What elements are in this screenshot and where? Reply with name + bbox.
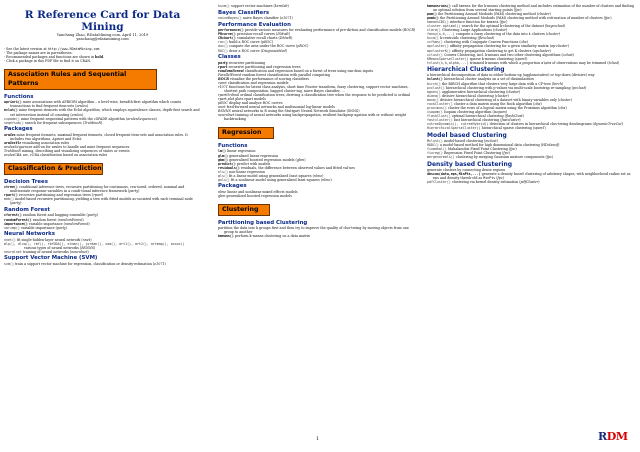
entry: birch() the BIRCH algorithm that clusters very large data with a CF-tree (birch) [427,81,564,86]
entry: pam() the Partitioning Around Medoids (PAM) clustering method (cluster) [427,12,551,17]
entry: various types of neural networks (RSNNS) [24,245,96,250]
package-link[interactable]: gbm [296,157,305,162]
entry: TraMineR mining, describing and visualizing sequences of states or events [4,148,130,153]
entry: pvclust() hierarchical clustering with p-values via multi-scale bootstrap re-sampling (pvclust) [427,85,587,90]
column-3 [427,4,635,184]
package-link[interactable]: cluster [494,28,506,33]
package-link[interactable]: cluster [496,93,508,98]
package-link[interactable]: arules [76,104,87,109]
entry: randomForest() random forest (randomForest) [4,217,84,222]
package-link[interactable]: TraMineR [84,120,101,125]
package-link[interactable]: cba [534,101,541,106]
heading-random-forest: Random Forest [4,206,50,213]
entry: gbm generalized boosted regression models [218,193,292,198]
heading-regression-packages: Packages [218,183,247,190]
entry: kmeans() perform k-means clustering on a data matrix [218,234,310,239]
package-link[interactable]: flashClust [505,113,523,118]
package-link[interactable]: TraMineR [4,148,21,153]
entry: kmeansCBI() interface function for kmeans (fpc) [427,20,508,25]
entry: apclusterK() affinity propagation clustering to get K clusters (apcluster) [427,48,551,53]
package-link[interactable]: fastcluster [501,117,520,122]
package-link[interactable]: RSNNS [218,109,231,114]
package-link[interactable]: rpart [218,64,228,69]
heading-bayes: Bayes Classifiers [218,9,270,16]
package-link[interactable]: pdfCluster [520,179,539,184]
entry: party recursive partitioning [218,60,266,65]
package-link[interactable]: cluster [507,89,519,94]
package-link[interactable]: rpart.plot [218,97,235,102]
package-link[interactable]: gbm [218,193,226,198]
package-link[interactable]: DMwR [277,32,289,37]
entry: PRcurve() precision-recall curves (DMwR) [218,32,290,37]
package-link[interactable]: cclust [562,52,573,57]
entry: r1071 functions for latent class analysis, short time Fourier transform, fuzzy clustering, support vector machines, shortest path computation, bagged cluster-ing, naive Bayes classifier, ... [218,84,409,93]
entry: predict() predict with models [218,161,271,166]
package-link[interactable]: ROCR [403,28,414,33]
entry: randomForest classification and regression based on a forest of trees using ran-dom inputs [218,68,374,73]
package-link[interactable]: sparcl [534,126,545,131]
package-link[interactable]: fpc [510,146,516,151]
hierarchical-clustering: a hierarchical decomposition of data in either bottom-up (agglomerative) or top-down (divisive) way hclust() hierarchical cluster analysis on a set of dissimilarities birch() the BIRCH algorithm that clusters very large data with a CF-tree (birch) pvclust() hierarchical clustering with p-values via multi-scale bootstrap re-sampling (pvclust) agnes() agglomerative hierarchical clustering (cluster) diana() divisive hierarchical clustering (cluster) mona() divisive hierarchical clustering of a dataset with binary variables only (cluster) rockCluster() cluster a data matrix using the Rock algorithm (cba) proximus() cluster the rows of a logical matrix using the Proximus algorithm (cba) isopam() Isopam clustering algorithm (isopam) flashClust() optimal hierarchical clustering (flashClust) fastcluster() fast hierarchical clustering (fastcluster) cutreeDynamic(), cutreeHybrid() detection of clusters in hierarchical clus-tering dendrograms (dynamicTreeCut) HierarchicalSparseCluster() hierarchical sparse clustering (sparcl) [427,73,635,130]
entry: HDDC() a model-based method for high dimensional data clustering (HDclassif) [427,142,560,147]
entry: auc() compute the area under the ROC curve (pROC) [218,44,309,49]
package-link[interactable]: mclust [485,138,497,143]
package-link[interactable]: nlme [313,173,323,178]
entry: KMeansSparseCluster() sparse k-means clustering (sparcl) [427,56,528,61]
entry: proximus() cluster the rows of a logical matrix using the Proximus algorithm (cba) [427,105,567,110]
heading-hierarchical-clustering: Hierarchical Clustering [427,66,505,74]
package-link[interactable]: pvclust [572,85,585,90]
package-link[interactable]: rpart [93,193,102,198]
entry: importance() variable importance (randomForest) [4,221,90,226]
entry: mergenormals() clustering by merging Gaussian mixture components (fpc) [427,154,554,159]
density-clustering: generate clusters by connecting dense regions dbscan(data,eps,MinPts,...) generate a density based clustering of arbitrary shapes, with neighborhood radius set as eps and density thresh-old as MinPts (fpc) pdfCluster() clustering via kernel density estimation (pdfCluster) [427,168,635,184]
heading-density-clustering: Density based Clustering [427,160,513,168]
package-link[interactable]: sparcl [515,56,527,61]
column-2 [218,4,417,238]
package-link[interactable]: flexclust [478,36,493,41]
package-link[interactable]: party [11,201,21,206]
package-link[interactable]: r1071 [218,84,228,89]
assoc-packages [4,133,201,157]
package-link[interactable]: cba [559,105,566,110]
package-link[interactable]: party [56,225,66,230]
entry: roc() build a ROC curve (pROC) [218,40,274,45]
entry: lm() linear regression [218,149,256,154]
regression-packages [218,190,417,198]
entry: mob() model-based recursive partitioning, yielding a tree with fitted models as-sociated with each terminal node (party) [4,197,193,206]
heading-svm: Support Vector Machine (SVM) [4,255,98,262]
author-line: Yanchang Zhao, RDataMining.com, April 11, 2019 [56,33,149,37]
package-link[interactable]: fpc [503,150,509,155]
package-link[interactable]: randomForest [218,68,244,73]
entry: dbscan(data,eps,MinPts,...) generate a density based clustering of arbitrary shapes, with neighborhood radius set as eps and density thresh-old as MinPts (fpc) [427,171,631,180]
entry: CRchart() cumulative recall charts (DMwR) [218,36,293,41]
regression-functions [218,149,417,181]
package-link[interactable]: HDclassif [542,142,559,147]
package-link[interactable]: kernlab [274,4,288,8]
package-link[interactable]: e1071 [281,16,292,21]
entry: varimp() variable importance (party) [4,225,68,230]
performance-evaluation [218,28,417,52]
package-link[interactable]: nnet [218,105,226,110]
package-link[interactable]: pROC [261,40,272,45]
heading-regression-functions: Functions [218,142,248,149]
entry: rpartOrdinal ordinal classification trees, deriving a classification tree when the response to be predicted is ordinal [218,93,411,98]
package-link[interactable]: fpc [605,16,611,21]
package-link[interactable]: e1071 [154,262,165,267]
entry: nlme linear and nonlinear mixed effects models [218,189,298,194]
entry: seqefsub() search for frequent subsequences (TraMineR) [4,120,103,125]
package-link[interactable]: fpc [500,20,507,25]
entry: pROC display and analyze ROC curves [218,101,283,106]
entry: fixreg() Regression Fixed Point Clustering (fpc) [427,150,510,155]
entry: gnls() fit a nonlinear model using generalized least squares (nlme) [218,177,332,182]
package-link[interactable]: arules [71,112,82,117]
package-link[interactable]: arulesSequences [127,116,156,121]
entry: mlp(), dlvq(), rbf(), rbfDDA(), elman(), jordan(), som(), art1(), art2(), artmap(), assoc() [4,241,185,246]
package-link[interactable]: apcluster [533,48,550,53]
entry: nnet feed-forward neural networks and multinomial log-linear models [218,105,335,110]
package-link[interactable]: fpc [497,175,503,180]
partitioning-intro: partition the data into k groups first and then try to improve the quality of clus-tering by moving objects from one group to another kmeans() perform k-means clustering on a data matrix [218,226,417,238]
entry: RSNNS neural networks in R using the Stuttgart Neural Network Simulator (SNNS) [218,109,360,114]
entry: naiveBayes() naive Bayes classifier (e1071) [218,16,293,21]
entry: fanny(x,k,...) compute a fuzzy clustering of the data into k clusters (cluster) [427,32,561,37]
entry: arulesCBA arc, rCBA classification based on association rules [4,152,108,157]
entry: ccfkms() clustering with Conjugate Convex Functions (cba) [427,40,528,45]
heading-performance-evaluation: Performance Evaluation [218,21,291,28]
entry: mona() divisive hierarchical clustering of a dataset with binary variables only (cluster) [427,97,573,102]
website-link[interactable]: http://www.RDataMining.com [47,46,100,51]
entry: apcluster() affinity propagation clustering for a given similarity matrix (ap-cluster) [427,44,570,49]
entry: diana() divisive hierarchical clustering (cluster) [427,93,509,98]
package-link[interactable]: isopam [493,109,506,114]
entry: pdfCluster() clustering via kernel density estimation (pdfCluster) [427,179,540,184]
entry: fastcluster() fast hierarchical clustering (fastcluster) [427,117,521,122]
entry: flashClust() optimal hierarchical clustering (flashClust) [427,113,524,118]
classif-packages [218,61,417,122]
model-based-clustering [427,139,635,159]
entry: eclat() mine frequent itemsets with the Eclat algorithm, which employs equivalence classes, depth-first search and set intersection instead of counting (arules) [4,108,200,117]
entry: ParallelForest random forest classification with parallel computing [218,72,330,77]
svm [4,262,201,266]
entry: performance() provide various measures for evaluating performance of pre-diction and classification models (ROCR) [218,28,416,33]
heading-classes: Classes [218,54,241,61]
heading-model-based-clustering: Model based Clustering [427,131,507,139]
package-link[interactable]: ROCR [218,76,229,81]
package-link[interactable]: fpc [546,154,553,159]
entry: kcca() k-centroids clustering (flexclust) [427,36,495,41]
package-link[interactable]: cluster [547,32,559,37]
package-link[interactable]: DiagnosisMed [261,48,286,53]
package-link[interactable]: caret [218,80,227,85]
entry: nls() non-linear regression [218,169,265,174]
package-link[interactable]: nlme [218,189,227,194]
entry: isopam() Isopam clustering algorithm (isopam) [427,109,507,114]
entry: ROC() draw a ROC curve (DiagnosisMed) [218,48,288,53]
entry: rpart() recursive partitioning and regression trees (rpart) [4,193,104,198]
entry: ksvm() support vector machines (kernlab) [218,4,289,8]
entry: gls() fit a linear model using generalized least squares (nlme) [218,173,324,178]
package-link[interactable]: nnet [82,237,91,242]
neural-networks [4,238,201,254]
entry: ROCR visualize the performance of scoring classifiers [218,76,309,81]
entry: cclust() Convex Clustering, incl. k-means and two other clustering algorithms (cclust) [427,52,574,57]
heading-packages: Packages [4,126,33,133]
heading-partitioning-clustering: Partitioning based Clustering [218,219,308,226]
package-link[interactable]: arules [4,132,16,137]
package-link[interactable]: neuralnet [71,249,88,254]
entry: glm() generalized linear regression [218,153,279,158]
package-link[interactable]: party [218,60,228,65]
package-link[interactable]: cluster [559,97,571,102]
package-link[interactable]: cluster [538,12,550,17]
entry: apriori() mine associations with APRIORI algorithm – a level-wise, breadth-first algorithm which counts transactions to find frequent item-sets (arules) [4,100,182,109]
entry: tclust(x,k,alpha,...) trimmed k-means with which a proportion alpha of observations may be trimmed (tclust) [427,60,620,65]
package-link[interactable]: dynamicTreeCut [593,121,622,126]
package-link[interactable]: randomForest [58,217,83,222]
entry: agnes() agglomerative hierarchical clustering (cluster) [427,89,521,94]
rdm-logo: RDM [598,430,628,443]
entry: svm() train a support vector machine for regression, classification or density-estimation (e1071) [4,262,166,267]
entry: rockCluster() cluster a data matrix using the Rock algorithm (cba) [427,101,542,106]
package-link[interactable]: randomForest [64,221,89,226]
assoc-functions [4,100,201,124]
section-regression: Regression [218,127,274,139]
entry: gbm() generalized boosted regression models (gbm) [218,157,306,162]
entry: cspade() mine frequent sequential patterns with the cSPADE algorithm (arulesSequences) [4,116,157,121]
entry: Mclust() model-based clustering (mclust) [427,138,498,143]
package-link[interactable]: arulesCBA [4,152,22,157]
heading-neural-networks: Neural Networks [4,231,55,238]
package-link[interactable]: DMwR [279,36,292,41]
page-number: 1 [316,436,320,442]
package-link[interactable]: arulesSequences [4,144,33,149]
entry: clara() Clustering Large Applications (cluster) [427,28,508,33]
column-1 [4,4,201,266]
heading-functions: Functions [4,93,34,100]
heading-decision-trees: Decision Trees [4,178,48,185]
package-link[interactable]: tclust [608,60,618,65]
entry: cforest() random forest and bagging ensemble (party) [4,213,98,218]
entry: hclust() hierarchical cluster analysis on a set of dissimilarities [427,77,535,82]
section-association-rules: Association Rules and Sequential Patterns [4,69,157,90]
partitioning-clustering [427,4,635,65]
package-link[interactable]: neuralnet [218,113,235,118]
package-link[interactable]: bayesclust [546,24,564,29]
page-title: R Reference Card for Data Mining [24,9,181,33]
entry: HierarchicalSparseCluster() hierarchical sparse clustering (sparcl) [427,126,546,131]
package-link[interactable]: birch [553,81,562,86]
entry: arulesSequences add-on for arules to handle and mine frequent sequences [4,144,130,149]
entry: caret classification and regression models [218,80,289,85]
package-link[interactable]: ParallelForest [218,72,242,77]
package-link[interactable]: arulesViz [4,140,22,145]
entry: ctree() conditional inference trees, recursive partitioning for continuous, cen-sored, ordered, nominal and multivariate response variables in a condi-tional inference framework (party) [4,185,185,194]
entry: neuralnet training of neural networks (neuralnet) [4,249,89,254]
section-classification: Classification & Prediction [4,163,103,175]
author-email: yanchang@rdatamining.com [76,37,129,42]
decision-trees [4,185,201,205]
entry: arulesViz visualizing association rules [4,140,70,145]
entry: neuralnet training of neural networks using backpropagation, resilient backprop-agation with or without weight backtracking [218,113,407,122]
package-link[interactable]: nlme [322,177,331,182]
entry: cluster.optimal() search for the optimal k-clustering of the dataset (bayesclust) [427,24,566,29]
entry: rpart.plot plots rpart models [218,97,266,102]
package-link[interactable]: party [87,213,97,218]
entry: kmeansruns() call kmeans for the k-means clustering method and includes estimation of the number of clusters and finding an optimal solution from several starting points (fpc) [427,4,634,13]
entry: cutreeDynamic(), cutreeHybrid() detection of clusters in hierarchical clus-tering dendrograms (dynamicTreeCut) [427,121,624,126]
package-link[interactable]: pROC [218,101,228,106]
package-link[interactable]: cba [520,40,527,45]
package-link[interactable]: pROC [297,44,308,49]
package-link[interactable]: party [129,189,139,194]
intro-notes: - See the latest version at http://www.RDataMining.com - The package names are in parentheses. - Recommended packages and functions are shown in bold. - Click a package in this PDF file to find it on CRAN. [4,46,105,63]
random-forest [4,213,201,229]
entry: rpart recursive partitioning and regression trees [218,64,301,69]
package-link[interactable]: ap-cluster [550,44,568,49]
entry: arules mine frequent itemsets, maximal frequent itemsets, closed frequent item-sets and association rules. It includes two algorithms, Apriori and Eclat. [4,132,188,141]
package-link[interactable]: rpartOrdinal [218,93,240,98]
section-clustering: Clustering [218,204,270,216]
package-link[interactable]: RSNNS [81,245,94,250]
entry: residuals() residuals, the difference between observed values and fitted val-ues [218,165,355,170]
entry: pamk() the Partitioning Around Medoids (PAM) clustering method with esti-mation of number of clusters (fpc) [427,16,612,21]
package-link[interactable]: fpc [515,8,521,13]
entry: fixmahal() Mahalanobis Fixed Point Clustering (fpc) [427,146,517,151]
entry: nnet() fit single-hidden-layer neural network (nnet) [4,237,92,242]
